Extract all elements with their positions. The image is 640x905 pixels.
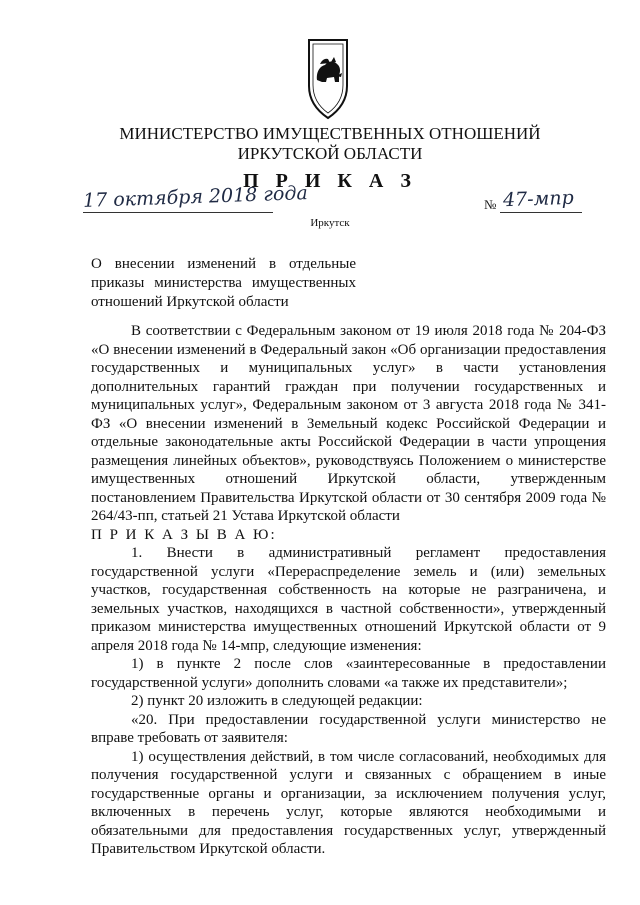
ministry-name [90, 124, 570, 164]
preamble-paragraph: В соответствии с Федеральным законом от 19 июля 2018 года № 204-ФЗ «О внесении изменений в Федеральный закон «Об организации предоставления государственных и муниципальных услуг» в части установления дополнительных гарантий граждан при получении государственных и муниципальных услуг», Федеральным законом от 3 августа 2018 года № 341-ФЗ «О внесении изменений в Земельный кодекс Российской Федерации и отдельные законодательные акты Российской Федерации в части упрощения размещения линейных объектов», руководствуясь Положением о министерстве имущественных отношений Иркутской области, утвержденным постановлением Правительства Иркутской области от 30 сентября 2009 года № 264/43-пп, статьей 21 Устава Иркутской области [91, 323, 606, 524]
order-date: 17 октября 2018 года [82, 182, 309, 212]
ministry-line-1: МИНИСТЕРСТВО ИМУЩЕСТВЕННЫХ ОТНОШЕНИЙ [119, 124, 541, 143]
subitem-2-paragraph: 2) пункт 20 изложить в следующей редакции: [131, 693, 423, 709]
city-name: Иркутск [310, 217, 350, 229]
number-underline [500, 212, 582, 213]
subitem-1-paragraph: 1) в пункте 2 после слов «заинтересованные в предоставлении государственной услуги» дополнить словами «а также их представители»; [91, 656, 606, 691]
date-underline [83, 212, 273, 213]
order-title: П Р И К А З [243, 170, 417, 192]
coat-of-arms-icon [303, 36, 353, 122]
quote-20-1-paragraph: 1) осуществления действий, в том числе согласований, необходимых для получения государственной услуги и связанных с обращением в иные государственные органы и организации, за исключением получения услуг, включенных в перечень услуг, которые являются необходимыми и обязательными для предоставления государственных услуг, утвержденный Правительством Иркутской области. [91, 748, 606, 857]
order-subject: О внесении изменений в отдельные приказы министерства имущественных отношений Иркутской области [91, 256, 356, 310]
order-body [91, 322, 606, 859]
order-number: 47-мпр [502, 186, 575, 212]
quote-20-paragraph: «20. При предоставлении государственной услуги министерство не вправе требовать от заявителя: [91, 711, 606, 746]
number-sign: № [484, 197, 497, 212]
item-1-paragraph: 1. Внести в административный регламент предоставления государственной услуги «Перераспределение земель и (или) земельных участков, государственная собственность на которые не разграничена, и земельных участков, находящихся в частной собственности», утвержденный приказом министерства имущественных отношений Иркутской области от 9 апреля 2018 года № 14-мпр, следующие изменения: [91, 545, 606, 654]
prikazyvayu-heading: П Р И К А З Ы В А Ю: [91, 526, 277, 543]
ministry-line-2: ИРКУТСКОЙ ОБЛАСТИ [237, 144, 423, 163]
